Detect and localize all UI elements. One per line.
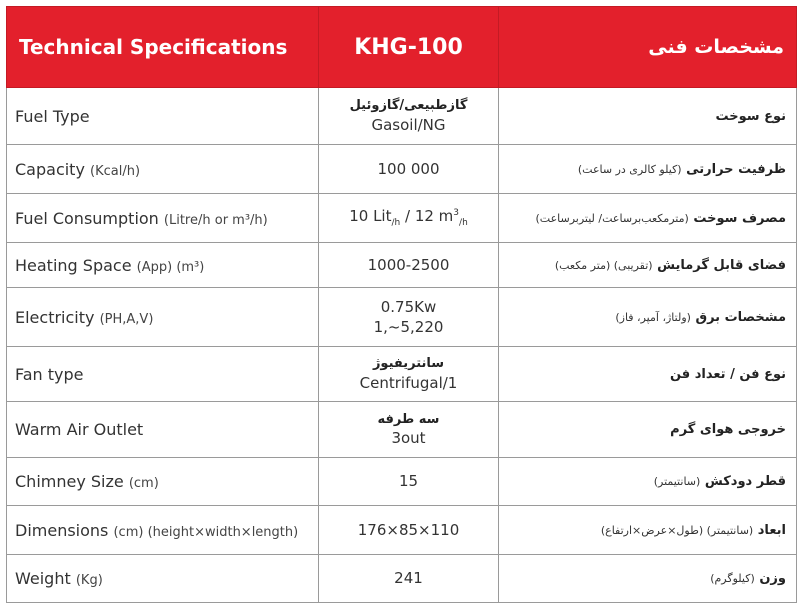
value-line-en: 3out	[391, 429, 426, 448]
label-fa-text: خروجی هوای گرم	[670, 422, 786, 437]
table-row	[7, 288, 797, 347]
table-row	[7, 243, 797, 288]
label-fa-text: ابعاد	[757, 522, 786, 538]
table-row	[7, 402, 797, 458]
table-row	[7, 88, 797, 145]
value-cell: 1000-2500	[319, 243, 499, 288]
value-cell	[319, 402, 499, 458]
value-line-fa: گازطبیعی/گازوئیل	[349, 98, 468, 114]
label-en-text: Heating Space	[15, 255, 132, 275]
value-line-fa: سه طرفه	[377, 411, 440, 427]
label-en-unit: (cm) (height×width×length)	[113, 524, 299, 540]
label-en-text: Warm Air Outlet	[15, 420, 144, 439]
label-fa	[499, 288, 797, 347]
label-en-unit: (App) (m³)	[136, 259, 205, 275]
value-line-en: Centrifugal/1	[359, 373, 458, 392]
value-cell: 100 000	[319, 145, 499, 194]
value-cell: 176×85×110	[319, 506, 499, 555]
header-title-en: Technical Specifications	[7, 7, 319, 88]
label-en-unit: (Kcal/h)	[90, 163, 141, 179]
label-en-unit: (cm)	[128, 476, 159, 491]
header-row	[7, 7, 797, 88]
value-cell: 15	[319, 458, 499, 506]
label-fa	[499, 555, 797, 603]
value-part: / 12 m	[400, 207, 454, 226]
label-en	[7, 288, 319, 347]
label-en	[7, 555, 319, 603]
table-row	[7, 347, 797, 402]
label-fa	[499, 458, 797, 506]
label-fa-text: نوع فن / تعداد فن	[669, 366, 786, 382]
value-line-en: Gasoil/NG	[371, 115, 446, 134]
label-en-text: Capacity	[15, 159, 85, 179]
value-sub: /h	[391, 218, 401, 229]
label-en	[7, 194, 319, 243]
label-fa-unit: (تقریبی) (متر مکعب)	[554, 258, 653, 272]
value-cell	[319, 347, 499, 402]
label-fa-text: فضای قابل گرمایش	[657, 257, 786, 273]
label-en-text: Electricity	[15, 307, 95, 327]
value-cell	[319, 288, 499, 347]
value-sup: 3	[453, 208, 460, 219]
table-row	[7, 506, 797, 555]
value-cell: 241	[319, 555, 499, 603]
label-fa-text: نوع سوخت	[715, 108, 786, 124]
label-fa	[499, 243, 797, 288]
label-en-text: Chimney Size	[15, 472, 124, 491]
label-en-unit: (Litre/h or m³/h)	[163, 212, 268, 228]
value-cell	[319, 194, 499, 243]
label-fa-unit: (کیلو کالری در ساعت)	[577, 162, 682, 176]
label-fa-text: قطر دودکش	[704, 474, 786, 489]
value-sub: /h	[459, 218, 468, 229]
label-fa-unit: (سانتیمتر)	[653, 475, 701, 488]
label-fa-text: مصرف سوخت	[693, 210, 786, 226]
label-en-text: Fuel Type	[15, 106, 90, 126]
label-en	[7, 88, 319, 145]
label-fa-unit: (سانتیمتر) (طول×عرض×ارتفاع)	[600, 523, 754, 537]
value-line: 1,~5,220	[373, 318, 444, 336]
spec-table-container	[6, 6, 796, 596]
label-fa	[499, 88, 797, 145]
label-fa	[499, 194, 797, 243]
label-fa	[499, 402, 797, 458]
label-en-text: Fan type	[15, 364, 84, 384]
label-fa-text: ظرفیت حرارتی	[686, 161, 786, 177]
label-en	[7, 458, 319, 506]
label-en-unit: (Kg)	[75, 573, 103, 588]
label-fa-unit: (ولتاژ، آمپر، فاز)	[615, 310, 691, 324]
label-en	[7, 506, 319, 555]
label-fa	[499, 506, 797, 555]
label-fa	[499, 145, 797, 194]
label-fa-unit: (مترمکعب‌برساعت/ لیتربرساعت)	[535, 211, 689, 225]
label-en-unit: (PH,A,V)	[99, 311, 154, 327]
table-row	[7, 194, 797, 243]
table-row	[7, 145, 797, 194]
label-en	[7, 347, 319, 402]
label-fa-text: وزن	[759, 571, 786, 586]
value-cell	[319, 88, 499, 145]
header-model: KHG-100	[319, 7, 499, 88]
label-en	[7, 145, 319, 194]
label-fa-text: مشخصات برق	[695, 309, 786, 325]
label-fa-unit: (کیلوگرم)	[710, 572, 755, 585]
spec-table	[6, 6, 797, 603]
value-part: 10 Lit	[349, 207, 392, 226]
label-en-text: Dimensions	[15, 520, 109, 540]
label-en	[7, 243, 319, 288]
table-row	[7, 555, 797, 603]
label-en-text: Fuel Consumption	[15, 208, 159, 228]
table-row	[7, 458, 797, 506]
header-title-fa: مشخصات فنی	[499, 7, 797, 88]
value-line: 0.75Kw	[380, 297, 437, 316]
label-en	[7, 402, 319, 458]
value-line-fa: سانتریفیوژ	[372, 356, 445, 372]
label-en-text: Weight	[15, 569, 71, 588]
label-fa	[499, 347, 797, 402]
